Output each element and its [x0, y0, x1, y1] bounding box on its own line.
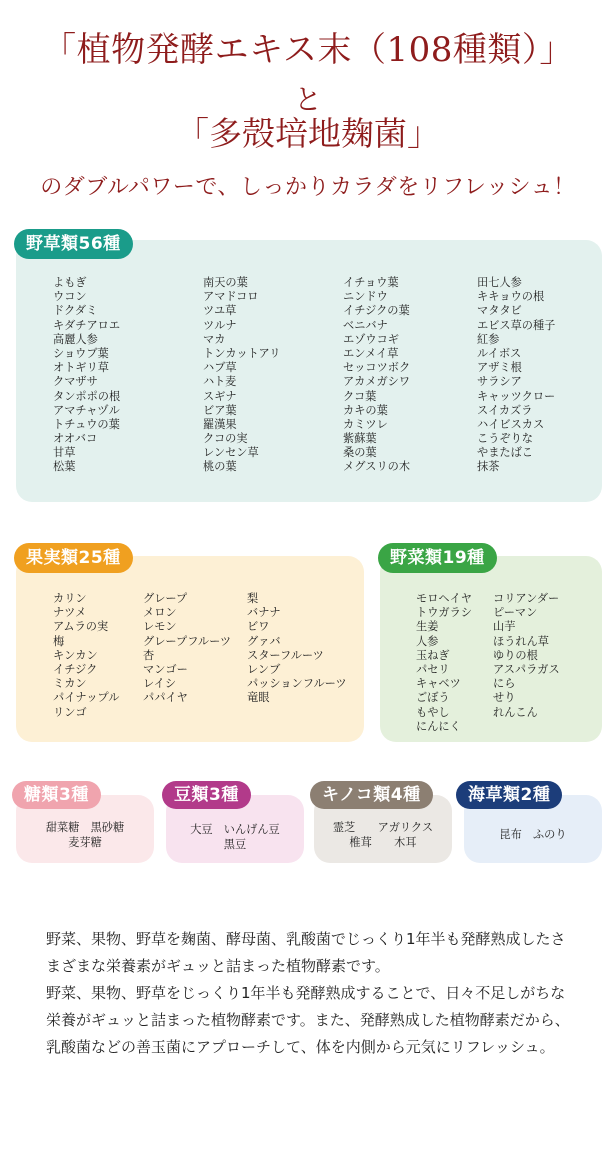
- ingredient-item: もやし: [416, 705, 450, 719]
- ingredient-item: ツルナ: [203, 318, 237, 332]
- ingredient-item: 紅参: [477, 332, 500, 346]
- ingredient-item: ベニバナ: [343, 318, 388, 332]
- ingredient-item: バナナ: [247, 606, 281, 620]
- ingredient-item: ハト麦: [203, 375, 237, 389]
- ingredient-item: カキの葉: [343, 403, 388, 417]
- ingredient-item: パセリ: [416, 662, 450, 676]
- ingredient-item: せり: [493, 691, 516, 705]
- ingredient-item: アカメガシワ: [343, 375, 411, 389]
- ingredient-item: 羅漢果: [203, 417, 237, 431]
- ingredient-item: パパイヤ: [143, 691, 188, 705]
- ingredient-item: レンブ: [247, 662, 281, 676]
- ingredient-item: ハイビスカス: [477, 417, 545, 431]
- yasai-column-1: [416, 592, 472, 734]
- description-text: [46, 926, 576, 1061]
- ingredient-item: ショウブ葉: [53, 346, 109, 360]
- ingredient-item: エゾウコギ: [343, 332, 399, 346]
- ingredient-item: キキョウの根: [477, 290, 545, 304]
- ingredient-item: 南天の葉: [203, 276, 248, 289]
- kajitsu-tag: 果実類25種: [14, 543, 133, 573]
- ingredient-item: メグスリの木: [343, 460, 411, 474]
- ingredient-item: アムラの実: [53, 620, 109, 634]
- ingredient-item: グレープフルーツ: [143, 634, 232, 648]
- ingredient-item: マンゴー: [143, 662, 188, 676]
- yasou-tag: 野草類56種: [14, 229, 133, 259]
- ingredient-item: よもぎ: [53, 276, 87, 289]
- ingredient-item: アマチャヅル: [53, 403, 120, 417]
- ingredient-item: オトギリ草: [53, 361, 109, 375]
- ingredient-item: セッコツボク: [343, 361, 411, 375]
- headline-product: 「植物発酵エキス末（108種類）」: [42, 30, 574, 70]
- ingredient-item: ウコン: [53, 290, 87, 304]
- ingredient-item: カミツレ: [343, 417, 388, 431]
- ingredient-item: 霊芝 アガリクス: [332, 821, 434, 834]
- ingredient-item: ドクダミ: [53, 304, 98, 318]
- ingredient-item: トチュウの葉: [53, 417, 120, 431]
- ingredient-item: キャベツ: [416, 677, 461, 691]
- kajitsu-column-2: [143, 592, 231, 706]
- ingredient-item: オオバコ: [53, 432, 98, 446]
- ingredient-item: ハブ草: [203, 361, 237, 375]
- kaisou-tag: 海草類2種: [456, 781, 562, 809]
- ingredient-item: クコ葉: [343, 389, 377, 403]
- ingredient-item: ビア葉: [203, 403, 237, 417]
- ingredient-item: こうぞりな: [477, 432, 533, 446]
- mame-items: [166, 822, 304, 852]
- ingredient-item: モロヘイヤ: [416, 592, 472, 605]
- ingredient-item: 梅: [53, 634, 65, 648]
- headline-and: と: [293, 83, 322, 116]
- ingredient-item: 桑の葉: [343, 446, 377, 460]
- ingredient-item: 竜眼: [247, 691, 270, 705]
- ingredient-item: ツユ草: [203, 304, 237, 318]
- ingredient-item: リンゴ: [53, 705, 87, 719]
- ingredient-item: 大豆 いんげん豆: [190, 823, 280, 836]
- ingredient-item: レモン: [143, 620, 177, 634]
- yasou-column-2: [203, 276, 280, 475]
- ingredient-item: アザミ根: [477, 361, 522, 375]
- ingredient-item: クコの実: [203, 432, 248, 446]
- ingredient-item: 麦芽糖: [68, 836, 102, 849]
- ingredient-item: 甜菜糖 黒砂糖: [45, 821, 125, 834]
- ingredient-item: 椎茸 木耳: [349, 836, 417, 849]
- ingredient-item: れんこん: [493, 705, 538, 719]
- ingredient-item: ミカン: [53, 677, 87, 691]
- ingredient-item: パイナップル: [53, 691, 120, 705]
- ingredient-item: 昆布 ふのり: [499, 828, 567, 841]
- ingredient-item: 抹茶: [477, 460, 500, 474]
- ingredient-item: 紫蘇葉: [343, 432, 377, 446]
- ingredient-item: キャッツクロー: [477, 389, 556, 403]
- ingredient-item: 甘草: [53, 446, 76, 460]
- yasai-tag: 野菜類19種: [378, 543, 497, 573]
- ingredient-item: メロン: [143, 606, 177, 620]
- kajitsu-column-1: [53, 592, 119, 720]
- kajitsu-column-3: [247, 592, 347, 706]
- ingredient-item: 桃の葉: [203, 460, 237, 474]
- description-paragraph-1: 野菜、果物、野草を麹菌、酵母菌、乳酸菌でじっくり1年半も発酵熟成したさまざまな栄養素がギュッと詰まった植物酵素です。: [46, 930, 566, 975]
- ingredient-item: サラシア: [477, 375, 522, 389]
- ingredient-item: キンカン: [53, 648, 98, 662]
- ingredient-item: にら: [493, 677, 516, 691]
- ingredient-item: スイカズラ: [477, 403, 533, 417]
- description-paragraph-2: 野菜、果物、野草をじっくり1年半も発酵熟成することで、日々不足しがちな栄養がギュッと詰まった植物酵素です。また、発酵熟成した植物酵素だから、乳酸菌などの善玉菌にアプローチして、体を内側から元気にリフレッシュ。: [46, 984, 570, 1056]
- ingredient-item: にんにく: [416, 719, 461, 733]
- ingredient-item: 黒豆: [223, 838, 247, 851]
- ingredient-item: ニンドウ: [343, 290, 388, 304]
- ingredient-item: トウガラシ: [416, 606, 472, 620]
- ingredient-item: アスパラガス: [493, 662, 560, 676]
- yasai-column-2: [493, 592, 560, 720]
- ingredient-item: マタタビ: [477, 304, 522, 318]
- ingredient-item: パッションフルーツ: [247, 677, 347, 691]
- ingredient-item: クマザサ: [53, 375, 98, 389]
- ingredient-item: ビワ: [247, 620, 270, 634]
- ingredient-item: 杏: [143, 648, 155, 662]
- ingredient-item: やまたばこ: [477, 446, 533, 460]
- headline-tagline: のダブルパワーで、しっかりカラダをリフレッシュ！: [40, 175, 576, 200]
- ingredient-item: ルイボス: [477, 346, 522, 360]
- ingredient-item: エンメイ草: [343, 346, 399, 360]
- tou-items: [16, 820, 154, 850]
- headline-koji: 「多殻培地麹菌」: [176, 114, 440, 153]
- ingredient-item: エビス草の種子: [477, 318, 556, 332]
- ingredient-item: カリン: [53, 592, 87, 605]
- kinoko-items: [314, 820, 452, 850]
- ingredient-item: ごぼう: [416, 691, 450, 705]
- ingredient-item: レンセン草: [203, 446, 259, 460]
- ingredient-item: イチジクの葉: [343, 304, 410, 318]
- yasai-panel: [380, 556, 602, 742]
- ingredient-item: レイシ: [143, 677, 177, 691]
- ingredient-item: 人参: [416, 634, 439, 648]
- yasou-column-3: [343, 276, 410, 475]
- ingredient-item: スギナ: [203, 389, 237, 403]
- yasou-column-1: [53, 276, 120, 475]
- ingredient-item: イチョウ葉: [343, 276, 399, 289]
- ingredient-item: ほうれん草: [493, 634, 549, 648]
- ingredient-item: 生姜: [416, 620, 439, 634]
- ingredient-item: トンカットアリ: [203, 346, 281, 360]
- kinoko-tag: キノコ類4種: [310, 781, 433, 809]
- ingredient-item: ピーマン: [493, 606, 538, 620]
- ingredient-item: グレープ: [143, 592, 188, 605]
- ingredient-item: 高麗人参: [53, 332, 98, 346]
- ingredient-item: ゆりの根: [493, 648, 538, 662]
- ingredient-item: 玉ねぎ: [416, 648, 450, 662]
- ingredient-item: キダチアロエ: [53, 318, 121, 332]
- ingredient-item: ナツメ: [53, 606, 87, 620]
- ingredient-item: 山芋: [493, 620, 516, 634]
- kaisou-items: [464, 827, 602, 842]
- ingredient-item: マカ: [203, 332, 226, 346]
- ingredient-item: コリアンダー: [493, 592, 560, 605]
- ingredient-item: イチジク: [53, 662, 98, 676]
- yasou-column-4: [477, 276, 555, 475]
- ingredient-item: スターフルーツ: [247, 648, 324, 662]
- mame-tag: 豆類3種: [162, 781, 251, 809]
- ingredient-item: グァバ: [247, 634, 281, 648]
- ingredient-item: 梨: [247, 592, 259, 605]
- ingredient-item: タンポポの根: [53, 389, 121, 403]
- ingredient-item: 松葉: [53, 460, 76, 474]
- ingredient-item: アマドコロ: [203, 290, 259, 304]
- tou-tag: 糖類3種: [12, 781, 101, 809]
- ingredient-item: 田七人参: [477, 276, 522, 289]
